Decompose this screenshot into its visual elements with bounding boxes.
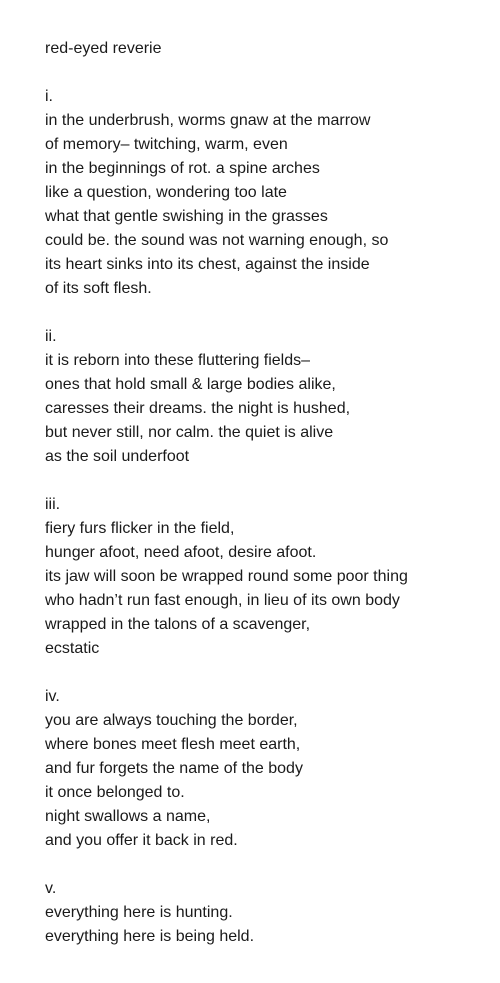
section-1	[45, 85, 495, 301]
poem-line: caresses their dreams. the night is hushed,	[45, 400, 351, 417]
stanza-gap	[45, 301, 495, 325]
poem-line: it once belonged to.	[45, 784, 185, 801]
poem-line: and you offer it back in red.	[45, 832, 238, 849]
section-4	[45, 685, 495, 853]
poem-line: ones that hold small & large bodies alike,	[45, 376, 336, 393]
poem-line: its jaw will soon be wrapped round some poor thing	[45, 568, 408, 585]
poem-line: it is reborn into these fluttering fields–	[45, 352, 311, 369]
stanza-gap	[45, 661, 495, 685]
poem-line: hunger afoot, need afoot, desire afoot.	[45, 544, 317, 561]
poem-line: ecstatic	[45, 640, 100, 657]
poem-line: night swallows a name,	[45, 808, 211, 825]
poem-line: of its soft flesh.	[45, 280, 152, 297]
stanza-gap	[45, 469, 495, 493]
poem-line: could be. the sound was not warning enough, so	[45, 232, 389, 249]
poem-document	[45, 37, 495, 949]
section-numeral: ii.	[45, 328, 57, 345]
poem-line: in the underbrush, worms gnaw at the marrow	[45, 112, 371, 129]
section-numeral: v.	[45, 880, 57, 897]
poem-line: where bones meet flesh meet earth,	[45, 736, 301, 753]
section-numeral: iv.	[45, 688, 60, 705]
poem-line: everything here is being held.	[45, 928, 255, 945]
poem-line: but never still, nor calm. the quiet is alive	[45, 424, 334, 441]
poem-title: red-eyed reverie	[45, 40, 162, 57]
poem-line: like a question, wondering too late	[45, 184, 287, 201]
poem-line: what that gentle swishing in the grasses	[45, 208, 328, 225]
poem-line: its heart sinks into its chest, against the inside	[45, 256, 370, 273]
poem-line: and fur forgets the name of the body	[45, 760, 303, 777]
poem-line: who hadn’t run fast enough, in lieu of its own body	[45, 592, 400, 609]
section-2	[45, 325, 495, 469]
section-5	[45, 877, 495, 949]
stanza-gap	[45, 61, 495, 85]
poem-line: of memory– twitching, warm, even	[45, 136, 288, 153]
poem-line: as the soil underfoot	[45, 448, 190, 465]
section-numeral: i.	[45, 88, 53, 105]
section-numeral: iii.	[45, 496, 61, 513]
section-3	[45, 493, 495, 661]
poem-line: fiery furs flicker in the field,	[45, 520, 235, 537]
poem-line: everything here is hunting.	[45, 904, 233, 921]
poem-line: in the beginnings of rot. a spine arches	[45, 160, 320, 177]
poem-line: wrapped in the talons of a scavenger,	[45, 616, 311, 633]
stanza-gap	[45, 853, 495, 877]
poem-line: you are always touching the border,	[45, 712, 298, 729]
